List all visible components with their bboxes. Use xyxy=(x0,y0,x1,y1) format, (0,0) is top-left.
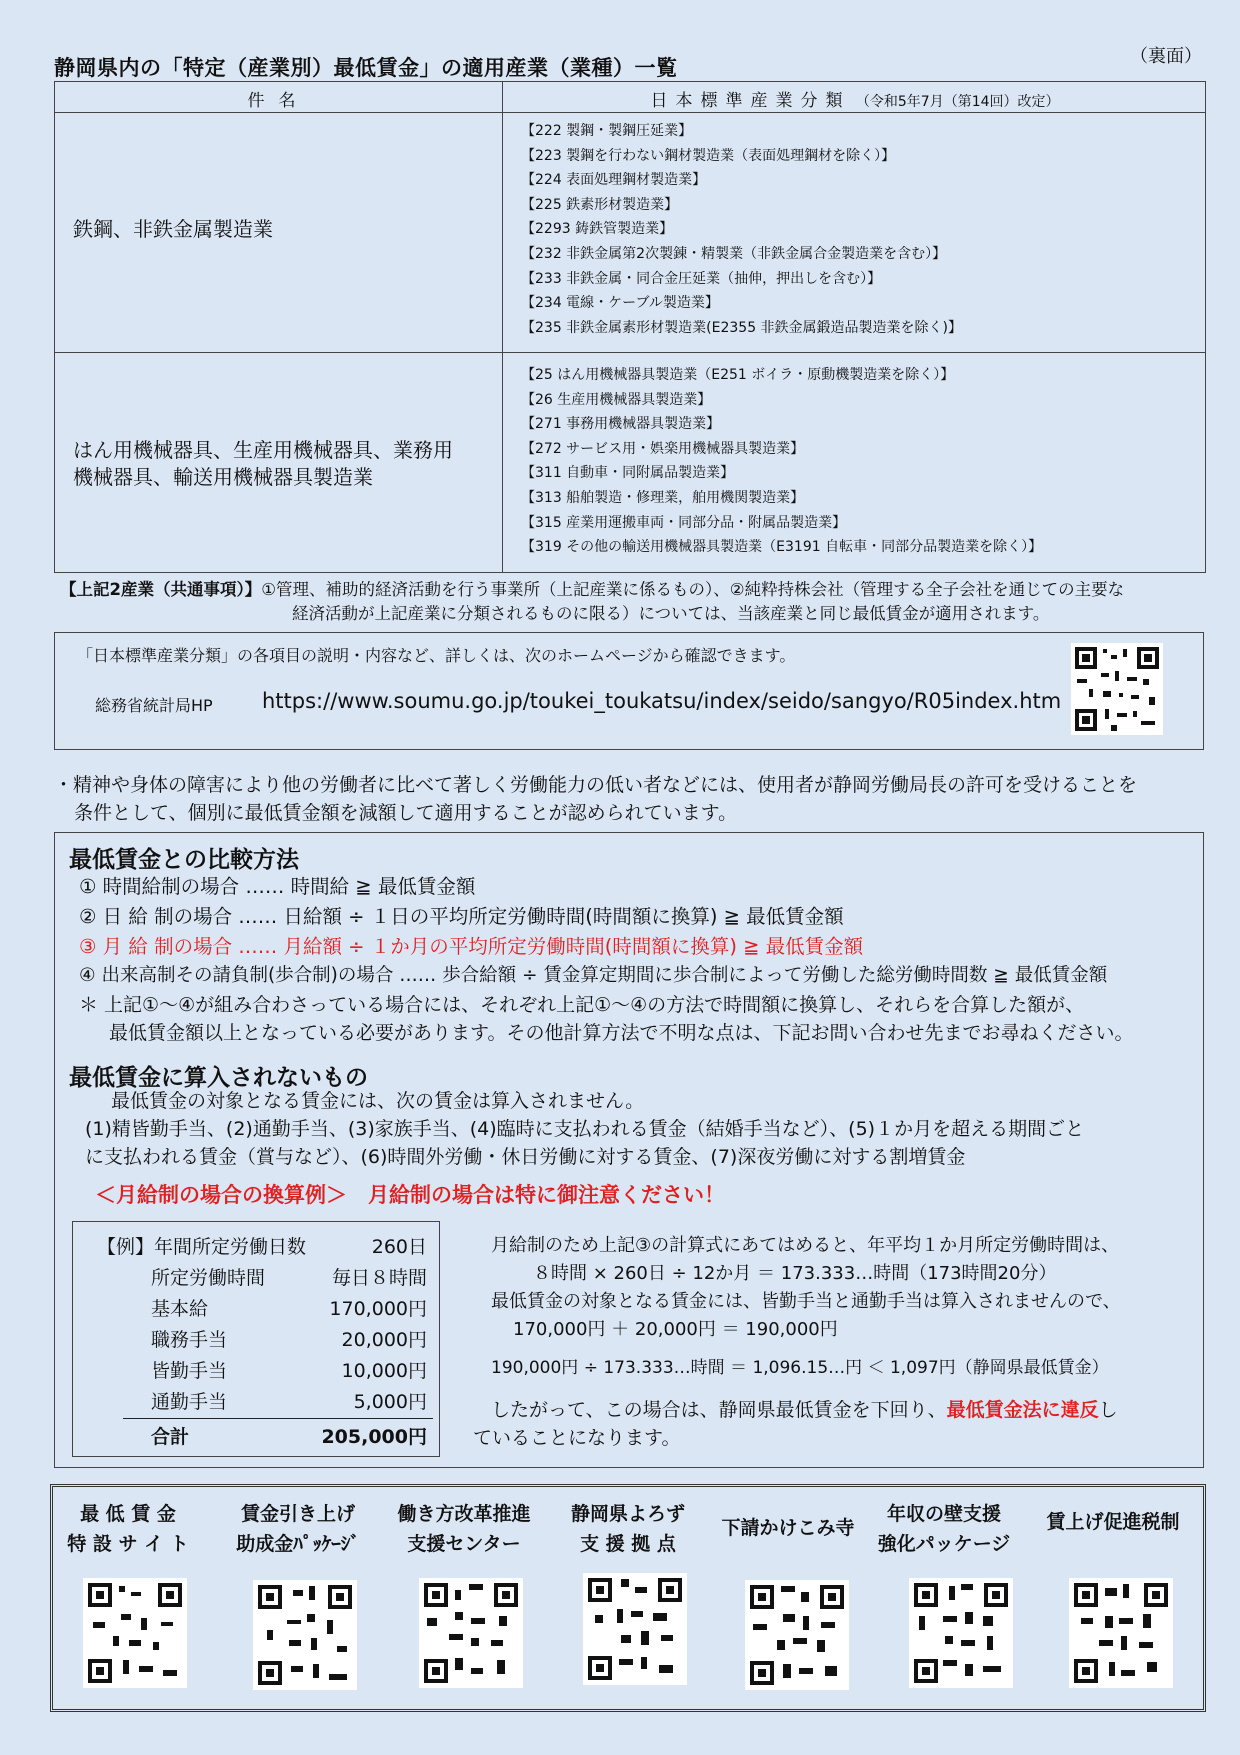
comparison-item-3: ③ 月 給 制の場合 …… 月給額 ÷ １か月の平均所定労働時間(時間額に換算) ≧ 最低賃金額 xyxy=(79,935,864,958)
example-table xyxy=(72,1221,440,1457)
conclusion-line-1: したがって、この場合は、静岡県最低賃金を下回り、最低賃金法に違反し xyxy=(491,1399,1118,1421)
example-total: 合計 205,000円 xyxy=(151,1426,427,1448)
example-heading: ＜月給制の場合の換算例＞ 月給制の場合は特に御注意ください！ xyxy=(95,1183,725,1207)
comparison-heading: 最低賃金との比較方法 xyxy=(69,847,299,873)
classification-link-box xyxy=(54,632,1204,750)
common-note-line1: 【上記2産業（共通事項）】①管理、補助的経済活動を行う事業所（上記産業に係るもの）、②純粋持株会社（管理する全子会社を通じての主要な xyxy=(60,580,1125,599)
comparison-box xyxy=(54,832,1204,1468)
example-row-2: 所定労働時間 毎日８時間 xyxy=(151,1267,427,1289)
disability-note-line2: 条件として、個別に最低賃金額を減額して適用することが認められています。 xyxy=(74,802,738,824)
link-minimum-wage-site[interactable]: 最 低 賃 金 特 設 サ イ ト xyxy=(67,1503,189,1555)
table-row-divider xyxy=(55,352,1205,353)
calc-line-3: 最低賃金の対象となる賃金には、皆勤手当と通勤手当は算入されませんので、 xyxy=(491,1291,1121,1312)
excluded-heading: 最低賃金に算入されないもの xyxy=(69,1065,368,1091)
qr-code-icon[interactable] xyxy=(253,1580,357,1690)
code-item: 【2293 鋳鉄管製造業】 xyxy=(521,221,674,238)
excluded-list-line1: (1)精皆勤手当、(2)通勤手当、(3)家族手当、(4)臨時に支払われる賃金（結婚手当など）、(5)１か月を超える期間ごと xyxy=(85,1118,1085,1140)
link-income-wall-package[interactable]: 年収の壁支援 強化パッケージ xyxy=(877,1503,1011,1555)
disability-note xyxy=(54,771,1204,827)
link-info-label: 総務省統計局HP xyxy=(95,696,213,715)
qr-code-icon[interactable] xyxy=(909,1578,1013,1688)
code-item: 【319 その他の輸送用機械器具製造業（E3191 自転車・同部分品製造業を除く）】 xyxy=(521,539,1043,556)
excluded-intro: 最低賃金の対象となる賃金には、次の賃金は算入されません。 xyxy=(111,1090,645,1112)
code-item: 【232 非鉄金属第2次製錬・精製業（非鉄金属合金製造業を含む）】 xyxy=(521,245,947,262)
comparison-note-line1: ＊ 上記①～④が組み合わさっている場合には、それぞれ上記①～④の方法で時間額に換算し、それらを合算した額が、 xyxy=(79,994,1085,1016)
header-classification-label: 日本標準産業分類 xyxy=(650,91,851,111)
comparison-note xyxy=(79,991,1133,1047)
table-divider xyxy=(502,82,503,572)
code-item: 【224 表面処理鋼材製造業】 xyxy=(521,172,707,189)
qr-code-icon[interactable] xyxy=(1069,1578,1173,1688)
example-total-rule xyxy=(123,1418,433,1419)
code-item: 【225 鉄素形材製造業】 xyxy=(521,196,679,213)
comparison-item-2: ② 日 給 制の場合 …… 日給額 ÷ １日の平均所定労働時間(時間額に換算) ≧ 最低賃金額 xyxy=(79,905,844,928)
code-item: 【235 非鉄金属素形材製造業(E2355 非鉄金属鍛造品製造業を除く)】 xyxy=(521,319,963,336)
calc-line-2: ８時間 × 260日 ÷ 12か月 ＝ 173.333…時間（173時間20分） xyxy=(533,1263,1057,1284)
link-subcontract-consultation[interactable]: 下請かけこみ寺 xyxy=(721,1517,855,1539)
related-links-box xyxy=(50,1484,1206,1712)
header-classification-note: （令和5年7月（第14回）改定） xyxy=(855,94,1060,110)
code-item: 【222 製鋼・製鋼圧延業】 xyxy=(521,123,693,139)
row-1-codes xyxy=(521,119,962,340)
example-row-1: 【例】年間所定労働日数 260日 xyxy=(97,1236,427,1258)
calc-line-4: 170,000円 ＋ 20,000円 ＝ 190,000円 xyxy=(513,1319,838,1340)
header-name: 件名 xyxy=(247,91,310,111)
code-item: 【315 産業用運搬車両・同部分品・附属品製造業】 xyxy=(521,514,847,531)
code-item: 【25 はん用機械器具製造業（E251 ボイラ・原動機製造業を除く）】 xyxy=(521,367,955,383)
qr-code-icon[interactable] xyxy=(1071,643,1163,735)
row-2-name xyxy=(73,437,453,491)
common-note xyxy=(60,578,1200,626)
conclusion-line-2: ていることになります。 xyxy=(473,1427,681,1449)
qr-code-icon[interactable] xyxy=(419,1578,523,1688)
qr-code-icon[interactable] xyxy=(745,1580,849,1690)
row-2-codes xyxy=(521,363,1042,560)
qr-code-icon[interactable] xyxy=(583,1573,687,1685)
qr-code-icon[interactable] xyxy=(83,1578,187,1688)
link-wage-subsidy-package[interactable]: 賃金引き上げ 助成金ﾊﾟｯｹｰｼﾞ xyxy=(236,1503,360,1555)
link-workstyle-reform-center[interactable]: 働き方改革推進 支援センター xyxy=(397,1503,531,1555)
page-side-label: （裏面） xyxy=(1130,46,1202,67)
example-row-6: 通勤手当 5,000円 xyxy=(151,1391,427,1413)
calc-line-5: 190,000円 ÷ 173.333…時間 ＝ 1,096.15…円 ＜ 1,097円（静岡県最低賃金） xyxy=(491,1358,1109,1378)
comparison-item-1: ① 時間給制の場合 …… 時間給 ≧ 最低賃金額 xyxy=(79,875,476,898)
excluded-list-line2: に支払われる賃金（賞与など）、(6)時間外労働・休日労働に対する賃金、(7)深夜労働に対する割増賃金 xyxy=(85,1146,966,1168)
comparison-item-4: ④ 出来高制その請負制(歩合制)の場合 …… 歩合給額 ÷ 賃金算定期間に歩合制によって労働した総労働時間数 ≧ 最低賃金額 xyxy=(79,965,1108,986)
code-item: 【313 船舶製造・修理業，舶用機関製造業】 xyxy=(521,489,805,506)
example-row-5: 皆勤手当 10,000円 xyxy=(151,1360,427,1382)
classification-url-link[interactable]: https://www.soumu.go.jp/toukei_toukatsu/index/seido/sangyo/R05index.htm xyxy=(262,689,1062,713)
link-info-text: 「日本標準産業分類」の各項目の説明・内容など、詳しくは、次のホームページから確認できます。 xyxy=(77,646,796,665)
code-item: 【26 生産用機械器具製造業】 xyxy=(521,391,712,408)
row-2-name-line2: 機械器具、輸送用機械器具製造業 xyxy=(73,465,373,489)
row-1-name: 鉄鋼、非鉄金属製造業 xyxy=(73,217,273,241)
table-header xyxy=(55,82,1205,113)
industry-table xyxy=(54,81,1206,573)
example-row-3: 基本給 170,000円 xyxy=(151,1298,427,1320)
example-row-4: 職務手当 20,000円 xyxy=(151,1329,427,1351)
disability-note-line1: ・精神や身体の障害により他の労働者に比べて著しく労働能力の低い者などには、使用者が静岡労働局長の許可を受けることを xyxy=(54,774,1138,796)
code-item: 【272 サービス用・娯楽用機械器具製造業】 xyxy=(521,440,805,457)
code-item: 【223 製鋼を行わない鋼材製造業（表面処理鋼材を除く）】 xyxy=(521,147,896,164)
excluded-list xyxy=(85,1115,1084,1171)
link-wage-increase-tax[interactable]: 賃上げ促進税制 xyxy=(1046,1511,1180,1533)
comparison-note-line2: 最低賃金額以上となっている必要があります。その他計算方法で不明な点は、下記お問い合わせ先までお尋ねください。 xyxy=(109,1022,1134,1044)
page-title: 静岡県内の「特定（産業別）最低賃金」の適用産業（業種）一覧 xyxy=(54,56,678,80)
code-item: 【233 非鉄金属・同合金圧延業（抽伸，押出しを含む）】 xyxy=(521,270,882,287)
link-yorozu-support[interactable]: 静岡県よろず 支 援 拠 点 xyxy=(570,1503,685,1555)
code-item: 【311 自動車・同附属品製造業】 xyxy=(521,465,735,482)
row-2-name-line1: はん用機械器具、生産用機械器具、業務用 xyxy=(73,438,453,462)
common-note-line2: 経済活動が上記産業に分類されるものに限る）については、当該産業と同じ最低賃金が適用されます。 xyxy=(292,604,1050,623)
calc-line-1: 月給制のため上記③の計算式にあてはめると、年平均１か月所定労働時間は、 xyxy=(491,1235,1120,1256)
code-item: 【234 電線・ケーブル製造業】 xyxy=(521,295,719,312)
header-classification xyxy=(503,86,1207,111)
code-item: 【271 事務用機械器具製造業】 xyxy=(521,416,721,433)
